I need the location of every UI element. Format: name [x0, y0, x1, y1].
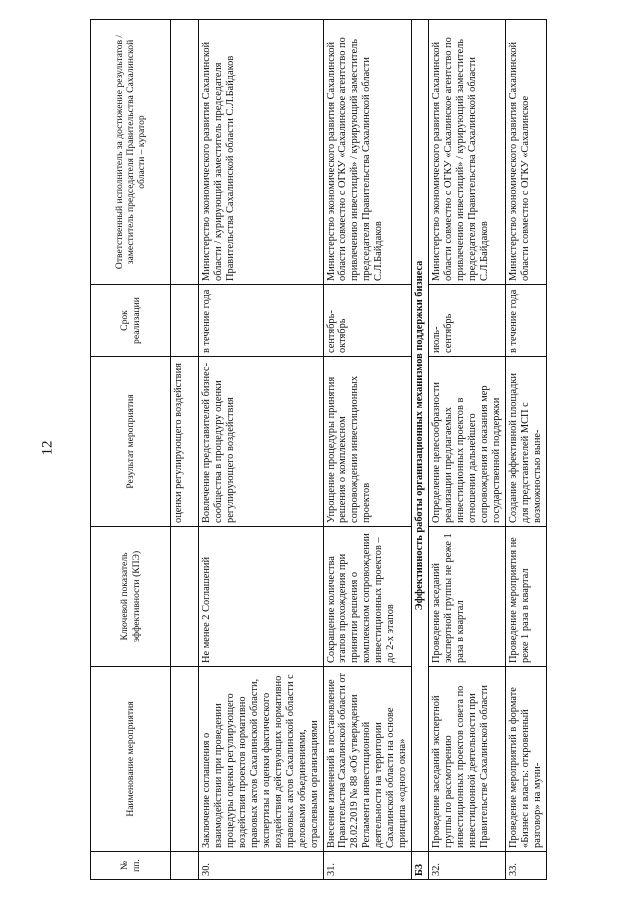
- header-row: [91, 20, 171, 880]
- cell-empty: [171, 527, 199, 667]
- cell-result: оценки регулирующего воздействия: [171, 357, 199, 527]
- table-row: [429, 20, 506, 880]
- cell-name: Проведение заседаний экспертной группы по рассмотрению инвестиционных проектов совета по инвестиционной деятельности при Правительстве Сахалинской области: [429, 667, 506, 852]
- cell-result: Определение целесообразности реализации предлагаемых инвестиционных проектов в отношении дальнейшего сопровождения и оказания мер государственной поддержки: [429, 357, 506, 527]
- cell-responsible: Министерство экономического развития Сахалинской области совместно с ОГКУ «Сахалинское агентство по привлечению инвестиций» / курирующий заместитель председателя Правительства Сахалинской области С.Л.Байдаков: [323, 20, 412, 285]
- cell-num: 32.: [429, 852, 506, 880]
- cell-kpi: Проведение мероприятия не реже 1 раза в квартал: [505, 527, 546, 667]
- cell-empty: [171, 20, 199, 285]
- table-row: [323, 20, 412, 880]
- cell-name: Проведение мероприятий в формате «Бизнес и власть: откровенный разговор» на муни-: [505, 667, 546, 852]
- cell-empty: [171, 852, 199, 880]
- cell-name: Внесение изменений в постановление Правительства Сахалинской области от 28.02.2019 № 88 «Об утверждении Регламента инвестиционной деятельности на территории Сахалинской области на основе принципа «одного окна»: [323, 667, 412, 852]
- rotated-table-wrapper: [90, 20, 595, 880]
- section-row: [412, 20, 429, 880]
- continuation-row: [171, 20, 199, 880]
- cell-responsible: Министерство экономического развития Сахалинской области / курирующий заместитель председателя Правительства Сахалинской области С.Л.Байдаков: [199, 20, 324, 285]
- cell-num: 31.: [323, 852, 412, 880]
- cell-num: 33.: [505, 852, 546, 880]
- page-number: 12: [39, 440, 56, 456]
- cell-term: в течение года: [505, 285, 546, 357]
- cell-name: Заключение соглашения о взаимодействии при проведении процедуры оценки регулирующего воздействия проектов нормативно правовых актов Сахалинской области, экспертизы и оценки фактического воздействия действующих нормативно правовых актов Сахалинской области с деловыми объединениями, отраслевыми организациями: [199, 667, 324, 852]
- header-name: Наименование мероприятия: [91, 667, 171, 852]
- cell-kpi: Сокращение количества этапов прохождения при принятии решения о комплексном сопровождении инвестиционных проектов – до 2-х этапов: [323, 527, 412, 667]
- cell-result: Вовлечение представителей бизнес-сообщества в процедуру оценки регулирующего воздействия: [199, 357, 324, 527]
- header-responsible: Ответственный исполнитель за достижение результатов / заместитель председателя Правительства Сахалинской области – куратор: [91, 20, 171, 285]
- cell-empty: [171, 285, 199, 357]
- cell-empty: [171, 667, 199, 852]
- cell-result: Упрощение процедуры принятия решения о комплексном сопровождении инвестиционных проектов: [323, 357, 412, 527]
- header-result: Результат мероприятия: [91, 357, 171, 527]
- cell-num: 30.: [199, 852, 324, 880]
- header-term: Срок реализации: [91, 285, 171, 357]
- cell-kpi: Не менее 2 Соглашений: [199, 527, 324, 667]
- table-row: [505, 20, 546, 880]
- cell-term: июль-сентябрь: [429, 285, 506, 357]
- table-row: [199, 20, 324, 880]
- section-title: Эффективность работы организационных механизмов поддержки бизнеса: [412, 20, 429, 852]
- cell-result: Создание эффективной площадки для представителей МСП с возможностью выне-: [505, 357, 546, 527]
- cell-term: в течение года: [199, 285, 324, 357]
- measures-table: [90, 19, 547, 880]
- cell-responsible: Министерство экономического развития Сахалинской области совместно с ОГКУ «Сахалинское агентство по привлечению инвестиций» / курирующий заместитель председателя Правительства Сахалинской области С.Л.Байдаков: [429, 20, 506, 285]
- cell-term: сентябрь-октябрь: [323, 285, 412, 357]
- cell-responsible: Министерство экономического развития Сахалинской области совместно с ОГКУ «Сахалинское: [505, 20, 546, 285]
- cell-kpi: Проведение заседаний экспертной группы не реже 1 раза в квартал: [429, 527, 506, 667]
- header-num: № пп.: [91, 852, 171, 880]
- header-kpi: Ключевой показатель эффективности (КПЭ): [91, 527, 171, 667]
- section-code: Б3: [412, 852, 429, 880]
